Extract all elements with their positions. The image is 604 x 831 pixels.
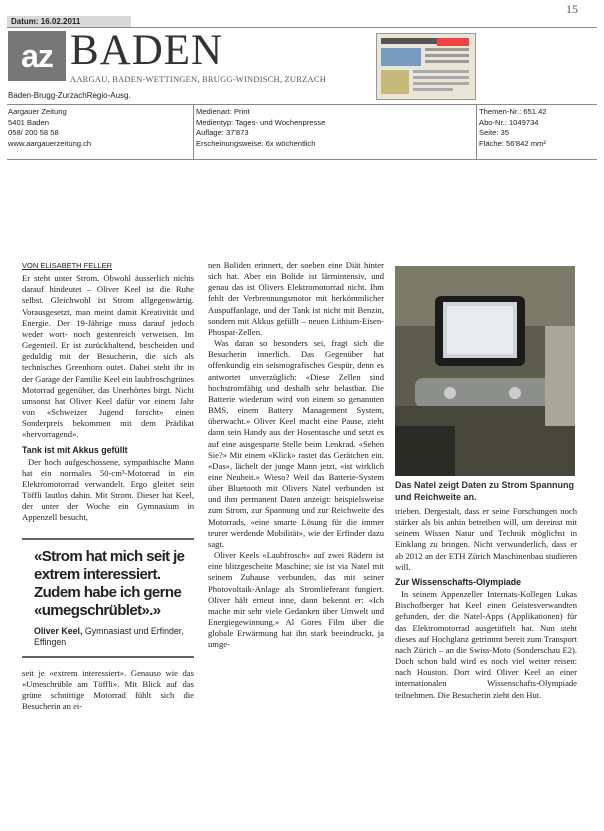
paragraph: In seinem Appenzeller Internats-Kollegen Lukas Bischofberger hat Keel einen Geistesverwandten gefunden, der die Natel-Apps (Applikationen) für das Elektromotorrad ausgetüftelt hat. Nun steht dieses auf Hochglanz getrimmt bereit zum Transport nach Zürich – an die Swiss-Moto (Sonderschau E2). Doch schon bald wird es noch viel weiter reisen: nach Houston. Dort wird Oliver Keel an einer internationalen Wissenschafts-Olympiade teilnehmen. Die Besucherin zieht den Hut. (395, 589, 577, 700)
page-number: 15 (566, 2, 578, 16)
themen-number: Themen-Nr.: 651.42 (479, 107, 547, 116)
masthead-subtitle: AARGAU, BADEN-WETTINGEN, BRUGG-WINDISCH, ZURZACH (70, 74, 327, 84)
masthead-title: BADEN (70, 27, 224, 74)
quote-author-name: Oliver Keel, (34, 625, 83, 636)
pull-quote (22, 538, 194, 658)
paragraph: Was daran so besonders sei, fragt sich die Besucherin innerlich. Das Gegenüber hat offenkundig ein seismografisches Gespür, denn es antwortet unverzüglich: «Diese Zellen sind hochstromfähig und deshalb sehr belastbar. Die Batterie wiederum wird von einem so genannten BMS, einem Battery Management System, überwacht.» Oliver Keel macht eine Pause, zieht dann sein Handy aus der Hosentasche und setzt es auf eine ausgesparte Stelle beim Lenkrad. «Sehen Sie?» Mit einem «Klick» rastet das Gerätchen ein. «Das», lächelt der junge Mann jetzt, «ist wirklich eine Neuheit.» Wieso? Weil das Batterie-System über Bluetooth mit Olivers Natel verbunden ist und ihm permanent Daten anzeigt: beispielsweise zum Strom, zur Spannung und zur Reichweite des Motorrads, «eine smarte Lösung für die immer teurer werdende Mobilität», wie der Erfinder dazu sagt. (208, 338, 384, 549)
pull-quote-text: «Strom hat mich seit je extrem interessiert. Zudem habe ich gerne «umegschrüblet».» (34, 547, 185, 619)
paragraph: trieben. Dergestalt, dass er seine Forschungen noch stärker als bis anhin betreiben will, um dereinst mit seinem Wissen Natur und Technik möglichst in Einklang zu bringen. Nicht verwunderlich, dass er ab 2012 an der ETH Zürich Maschinenbau studieren will. (395, 506, 577, 572)
themen-info (479, 107, 547, 149)
abo-number: Abo-Nr.: 1049734 (479, 117, 539, 127)
edition-label: Baden-Brugg-ZurzachRegio-Ausg. (8, 91, 131, 100)
media-type: Medienart: Print (196, 107, 250, 116)
az-logo: az (8, 31, 66, 81)
article-column-2 (208, 260, 384, 650)
subheading: Zur Wissenschafts-Olympiade (395, 576, 522, 587)
meta-separator (193, 104, 194, 159)
paragraph: Der hoch aufgeschossene, sympathische Mann hat ein normales 50-cm³-Motorrad in ein Elektromotorrad verwandelt. Ergo gleitet sein Töffli lautlos dahin. Mit Strom. Dieser hat Keel, der unter der Woche ein Gymnasium in Appenzell besucht, (22, 456, 194, 523)
quote-author-desc: Gymnasiast und Erfinder, Effingen (34, 625, 184, 647)
paragraph: seit je «extrem interessiert». Genauso wie das «Umeschrüble am Töffli». Mit Blick auf das grüne schnittige Motorrad fühlt sich die Besucherin an ei- (22, 667, 194, 712)
paragraph: Er steht unter Strom. Obwohl äusserlich nichts darauf hindeutet – Oliver Keel ist die Ruhe selbst. Gleichwohl ist Strom allgegenwärtig. Vorausgesetzt, man meint damit Kreativität und Energie. Der 19-Jährige muss darauf jedoch weder wort- noch gestenreich verweisen. Im Gegenteil. Er ist zurückhaltend, bescheiden und geduldig mit der Besucherin, die sich als technisches Greenhorn outet. Dabei steht ihr in der Garage der Familie Keel ein laubfroschgrünes Motorrad gegenüber, das Unerhörtes birgt. Nicht umsonst hat Oliver Keel dafür vor einem Jahr von «Schweizer Jugend forscht» einen Sonderpreis bekommen mit dem Prädikat «hervorragend». (22, 273, 194, 440)
publisher-address: 5401 Baden (8, 117, 49, 127)
pull-quote-author (34, 626, 194, 648)
meta-separator (476, 104, 477, 159)
publisher-phone: 058/ 200 58 58 (8, 128, 59, 137)
area-label: Fläche: 56'842 mm² (479, 138, 546, 148)
paragraph: nen Boliden erinnert, der soeben eine Diät hinter sich hat. Aber ein Bolide ist lärmintensiv, und genau das ist Olivers Elektromotorrad nicht. Ihm fehlt der Verbrennungsmotor mit herkömmlicher Auspuffanlage, und der Tank ist nicht mit Benzin, sondern mit Akkus gefüllt – neuen Lithium-Eisen-Phospat-Zellen. (208, 260, 384, 337)
media-circulation: Auflage: 37'873 (196, 128, 249, 137)
publisher-name: Aargauer Zeitung (8, 107, 67, 116)
subheading: Tank ist mit Akkus gefüllt (22, 444, 128, 455)
date-label: Datum: 16.02.2011 (7, 16, 131, 27)
media-info (196, 107, 325, 149)
motorcycle-dashboard-image (395, 266, 575, 476)
media-category: Medientyp: Tages- und Wochenpresse (196, 117, 326, 127)
page-label: Seite: 35 (479, 128, 509, 137)
byline: VON ELISABETH FELLER (22, 261, 113, 270)
motorcycle-photo (395, 266, 575, 476)
article-column-3 (395, 506, 577, 701)
paragraph: Oliver Keels «Laubfrosch» auf zwei Rädern ist eine blitzgescheite Maschine; sie ist via Natel mit seinem Zuhause verbunden, das mit seiner Photovoltaik-Anlage als Stromlieferant fungiert. Oliver hält erneut inne, dann bekennt er: «Ich mache mir sehr viele Gedanken über Umwelt und Energiegewinnung.» Al Gores Film über die globale Erwärmung hat ihn stark beeindruckt, ja umge- (208, 550, 384, 650)
meta-top-rule (7, 104, 597, 105)
meta-bottom-rule (7, 159, 597, 160)
article (22, 252, 582, 827)
media-frequency: Erscheinungsweise: 6x wöchentlich (196, 138, 316, 148)
page-thumbnail (376, 33, 476, 100)
publisher-website: www.aargauerzeitung.ch (8, 138, 92, 148)
article-column-1 (22, 260, 194, 712)
publisher-info (8, 107, 91, 149)
photo-caption: Das Natel zeigt Daten zu Strom Spannung und Reichweite an. (395, 480, 575, 502)
